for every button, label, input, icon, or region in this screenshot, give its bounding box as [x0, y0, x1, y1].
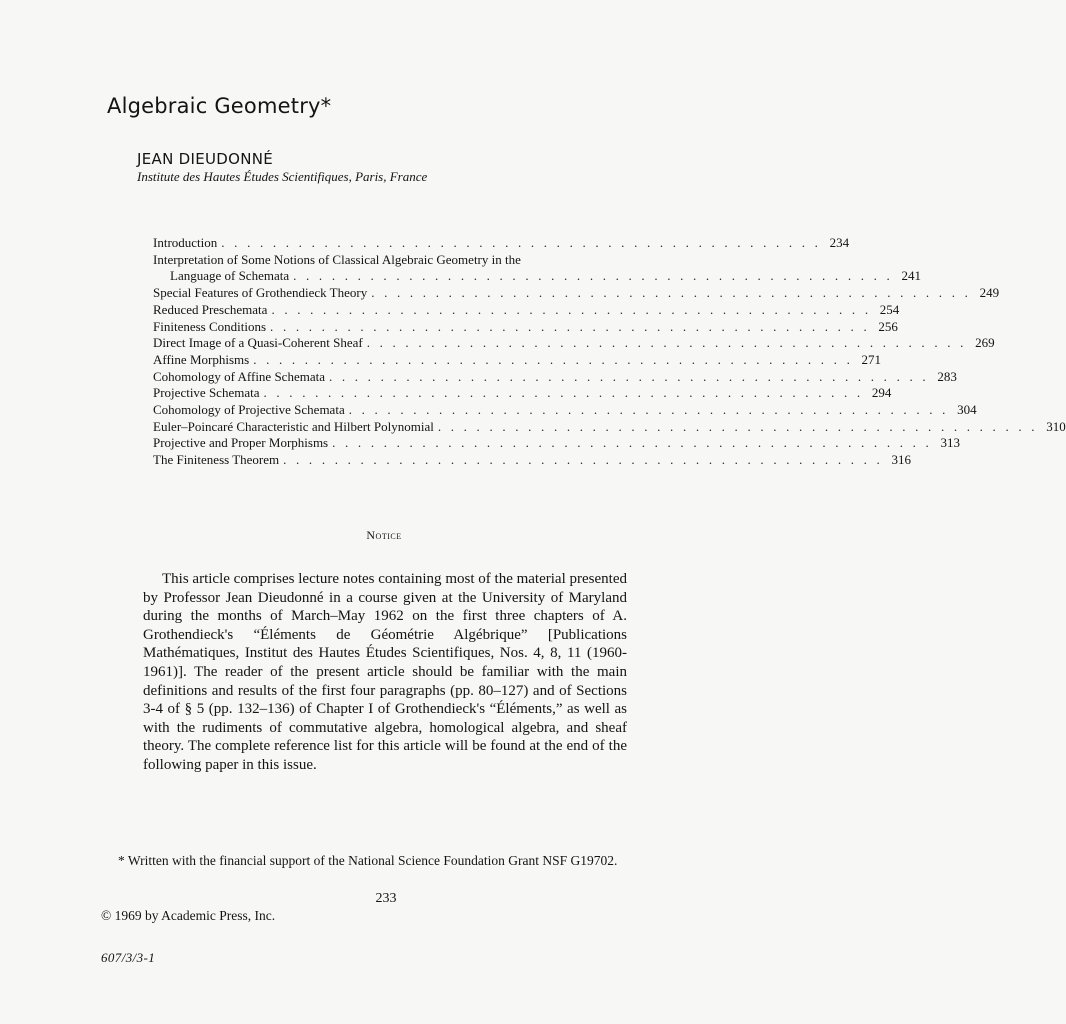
- toc-entry: [153, 318, 898, 336]
- toc-entry-page: 254: [879, 301, 900, 317]
- toc-entry-label: Finiteness Conditions: [153, 318, 267, 334]
- toc-leader-dots: . . . . . . . . . . . . . . . . . . . . . . . . . . . . . . . . . . . . . . . . . . . . . . .: [371, 285, 972, 301]
- toc-entry-label: Reduced Preschemata: [153, 301, 268, 317]
- toc-leader-dots: . . . . . . . . . . . . . . . . . . . . . . . . . . . . . . . . . . . . . . . . . . . . . . .: [348, 402, 949, 418]
- toc-entry-page: 313: [940, 435, 960, 451]
- toc-entry-label: Projective Schemata: [153, 385, 260, 401]
- toc-entry: [153, 418, 1066, 436]
- toc-entry: [153, 351, 882, 369]
- toc-leader-dots: . . . . . . . . . . . . . . . . . . . . . . . . . . . . . . . . . . . . . . . . . . . . . . .: [253, 351, 854, 367]
- toc-entry-page: 294: [871, 385, 892, 401]
- toc-entry: [153, 385, 892, 402]
- toc-entry: [153, 435, 960, 452]
- toc-entry-page: 316: [891, 452, 911, 468]
- toc-entry-label: The Finiteness Theorem: [153, 452, 280, 468]
- toc-entry-label: Projective and Proper Morphisms: [153, 435, 329, 451]
- toc-entry-page: 249: [979, 285, 1000, 301]
- copyright-notice: © 1969 by Academic Press, Inc.: [101, 908, 276, 923]
- toc-leader-dots: . . . . . . . . . . . . . . . . . . . . . . . . . . . . . . . . . . . . . . . . . . . . . . .: [437, 418, 1038, 434]
- printer-code: 607/3/3-1: [101, 950, 156, 965]
- toc-entry-label: Language of Schemata: [170, 268, 290, 284]
- page-number-container: [0, 891, 768, 907]
- author-name: JEAN DIEUDONNÉ: [137, 150, 274, 168]
- toc-entry-label: Direct Image of a Quasi-Coherent Sheaf: [153, 335, 363, 351]
- toc-entry-page: 234: [829, 235, 850, 250]
- toc-entry-label-line1: Interpretation of Some Notions of Classical Algebraic Geometry in the: [153, 251, 521, 267]
- toc-leader-dots: . . . . . . . . . . . . . . . . . . . . . . . . . . . . . . . . . . . . . . . . . . . . . . .: [293, 268, 893, 284]
- toc-entry: [153, 235, 850, 252]
- toc-entry: [153, 335, 995, 352]
- toc-entry-label: Special Features of Grothendieck Theory: [153, 285, 368, 301]
- toc-entry-page: 304: [957, 402, 977, 418]
- notice-paragraph: This article comprises lecture notes containing most of the material presented by Professor Jean Dieudonné in a course given at the University of Maryland during the months of March–May 1962 on the first three chapters of A. Grothendieck's “Éléments de Géométrie Algébrique” [Publications Mathématiques, Institut des Hautes Études Scientifiques, Nos. 4, 8, 11 (1960-1961)]. The reader of the present article should be familiar with the main definitions and results of the first four paragraphs (pp. 80–127) and of Sections 3-4 of § 5 (pp. 132–136) of Chapter I of Grothendieck's “Éléments,” as well as with the rudiments of commutative algebra, homological algebra, and sheaf theory. The complete reference list for this article will be found at the end of the following paper in this issue.: [143, 571, 627, 773]
- toc-entry-label: Introduction: [153, 235, 218, 250]
- footnote: * Written with the financial support of the National Science Foundation Grant NSF G19702.: [118, 853, 618, 868]
- toc-leader-dots: . . . . . . . . . . . . . . . . . . . . . . . . . . . . . . . . . . . . . . . . . . . . . . .: [366, 335, 967, 351]
- toc-entry-page: 271: [861, 351, 882, 367]
- toc-entry-page: 241: [901, 268, 921, 284]
- toc-entry-page: 310: [1046, 418, 1066, 434]
- toc-entry-label: Cohomology of Affine Schemata: [153, 368, 325, 384]
- toc-entry: [153, 301, 900, 319]
- article-title: Algebraic Geometry*: [107, 94, 332, 118]
- table-of-contents: [153, 235, 1066, 469]
- toc-entry-label: Cohomology of Projective Schemata: [153, 402, 345, 418]
- toc-leader-dots: . . . . . . . . . . . . . . . . . . . . . . . . . . . . . . . . . . . . . . . . . . . . . . .: [328, 368, 929, 384]
- toc-entry-label: Euler–Poincaré Characteristic and Hilbert Polynomial: [153, 418, 434, 434]
- toc-entry: [153, 368, 957, 386]
- toc-entry: [153, 285, 1000, 302]
- toc-entry: [153, 268, 921, 285]
- page-number: 233: [375, 891, 397, 906]
- author-affiliation: Institute des Hautes Études Scientifiques, Paris, France: [137, 169, 428, 184]
- toc-leader-dots: . . . . . . . . . . . . . . . . . . . . . . . . . . . . . . . . . . . . . . . . . . . . . . .: [271, 301, 872, 317]
- toc-entry-label: Affine Morphisms: [153, 351, 250, 367]
- toc-leader-dots: . . . . . . . . . . . . . . . . . . . . . . . . . . . . . . . . . . . . . . . . . . . . . . .: [332, 435, 932, 451]
- notice-heading: Notice: [366, 528, 402, 542]
- toc-leader-dots: . . . . . . . . . . . . . . . . . . . . . . . . . . . . . . . . . . . . . . . . . . . . . . .: [270, 318, 870, 334]
- toc-leader-dots: . . . . . . . . . . . . . . . . . . . . . . . . . . . . . . . . . . . . . . . . . . . . . . .: [283, 452, 883, 468]
- toc-leader-dots: . . . . . . . . . . . . . . . . . . . . . . . . . . . . . . . . . . . . . . . . . . . . . . .: [263, 385, 864, 401]
- toc-entry-page: 283: [937, 368, 957, 384]
- toc-entry-page: 256: [878, 318, 898, 334]
- toc-leader-dots: . . . . . . . . . . . . . . . . . . . . . . . . . . . . . . . . . . . . . . . . . . . . . . .: [221, 235, 822, 250]
- toc-entry-page: 269: [975, 335, 995, 351]
- toc-entry: [153, 402, 977, 419]
- toc-entry: [153, 452, 911, 469]
